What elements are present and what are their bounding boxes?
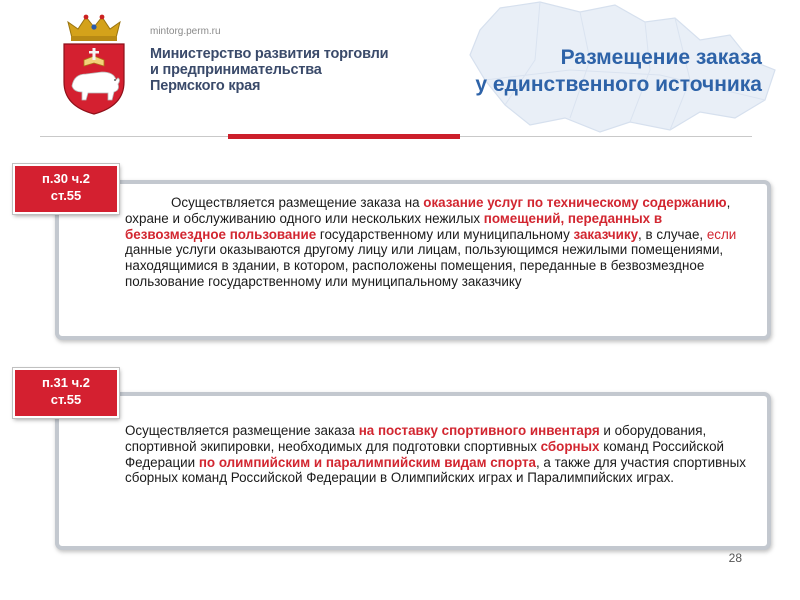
law-reference-line: п.31 ч.2 <box>42 375 90 390</box>
perm-krai-coat-of-arms-icon <box>58 14 130 116</box>
highlight-segment: если <box>706 226 737 242</box>
ministry-name <box>150 46 388 94</box>
text-segment: государственному или муниципальному <box>316 226 574 242</box>
section-text <box>125 195 765 290</box>
ministry-line: Министерство развития торговли <box>150 46 389 62</box>
header-accent-bar <box>228 134 460 139</box>
ministry-line: Пермского края <box>150 78 261 94</box>
text-segment: данные услуги оказываются другому лицу или лицам, пользующимся нежилыми помещениями, находящимися в здании, в котором, расположены помещения, переданные в безвозмездное пользование государственному или муниципальному заказчику <box>125 242 724 289</box>
law-reference-line: ст.55 <box>50 392 82 407</box>
highlight-segment: на поставку спортивного инвентаря <box>358 423 600 438</box>
law-reference-line: п.30 ч.2 <box>42 171 90 186</box>
text-segment: и оборудования, спортивной экипировки, необходимых для подготовки спортивных <box>125 423 707 454</box>
slide-title <box>475 44 762 98</box>
highlight-segment: заказчику <box>573 226 639 242</box>
text-segment: , а также для участия спортивных сборных команд Российской Федерации в Олимпийских играх и Паралимпийских играх. <box>125 454 746 486</box>
highlight-segment: по олимпийским и паралимпийским видам спорта <box>198 454 536 470</box>
text-segment: , охране и обслуживанию одного или нескольких нежилых <box>125 195 731 226</box>
law-reference-badge <box>13 164 119 214</box>
text-segment: команд Российской Федерации <box>125 438 725 470</box>
slide-title-line: у единственного источника <box>475 73 762 96</box>
highlight-segment: помещений, переданных в безвозмездное пользование <box>125 210 663 242</box>
section-text <box>125 423 765 486</box>
page-number: 28 <box>728 551 742 565</box>
text-segment: Осуществляется размещение заказа <box>125 423 359 438</box>
site-url[interactable]: mintorg.perm.ru <box>150 26 221 37</box>
highlight-segment: оказание услуг по техническому содержанию <box>423 195 727 210</box>
law-reference-badge <box>13 368 119 418</box>
law-reference-line: ст.55 <box>50 188 82 203</box>
highlight-segment: сборных <box>540 438 600 454</box>
text-segment: Осуществляется размещение заказа на <box>171 195 424 210</box>
slide-title-line: Размещение заказа <box>560 46 762 69</box>
ministry-line: и предпринимательства <box>150 62 322 78</box>
text-segment: , в случае, <box>638 226 707 242</box>
